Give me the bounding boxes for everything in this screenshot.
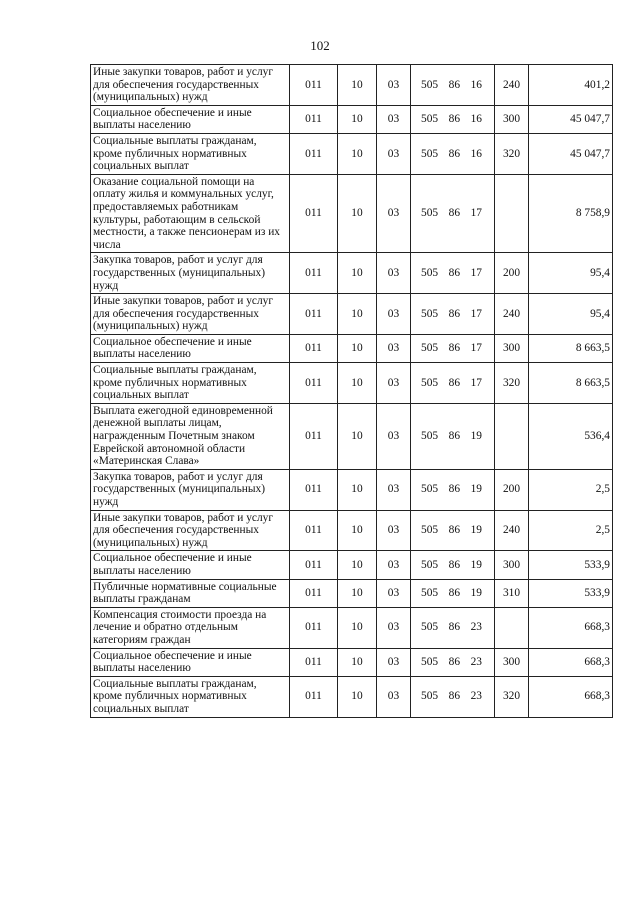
table-row [91, 648, 613, 676]
section-code: 10 [338, 174, 377, 253]
target-article-item: 19 [470, 524, 482, 537]
expense-type-code: 300 [495, 334, 529, 362]
expense-type-code: 240 [495, 65, 529, 106]
subsection-code: 03 [377, 363, 411, 404]
target-article-subprogram: 86 [448, 266, 461, 279]
amount-value: 45 047,7 [529, 105, 613, 133]
subsection-code: 03 [377, 65, 411, 106]
target-article-code [411, 403, 495, 469]
target-article-program: 505 [421, 430, 439, 443]
table-row [91, 469, 613, 510]
target-article-code [411, 253, 495, 294]
amount-value: 45 047,7 [529, 133, 613, 174]
section-code: 10 [338, 133, 377, 174]
target-article-program: 505 [421, 113, 439, 126]
target-article-code [411, 105, 495, 133]
subsection-code: 03 [377, 403, 411, 469]
subsection-code: 03 [377, 253, 411, 294]
ministry-code: 011 [290, 65, 338, 106]
ministry-code: 011 [290, 363, 338, 404]
row-description: Выплата ежегодной единовременной денежной выплаты лицам, награжденным Почетным знаком Еврейской автономной области «Материнская Слава» [91, 403, 290, 469]
target-article-subprogram: 86 [448, 376, 461, 389]
row-description: Социальное обеспечение и иные выплаты населению [91, 105, 290, 133]
target-article-code [411, 648, 495, 676]
row-description: Социальные выплаты гражданам, кроме публичных нормативных социальных выплат [91, 676, 290, 717]
amount-value: 536,4 [529, 403, 613, 469]
amount-value: 8 663,5 [529, 363, 613, 404]
amount-value: 95,4 [529, 253, 613, 294]
target-article-program: 505 [421, 376, 439, 389]
table-row [91, 133, 613, 174]
target-article-item: 23 [470, 690, 482, 703]
row-description: Закупка товаров, работ и услуг для государственных (муниципальных) нужд [91, 253, 290, 294]
row-description: Оказание социальной помощи на оплату жилья и коммунальных услуг, предоставляемых работникам культуры, работающим в сельской местности, а также пенсионерам из их числа [91, 174, 290, 253]
target-article-subprogram: 86 [448, 78, 461, 91]
expense-type-code: 320 [495, 676, 529, 717]
table-row [91, 253, 613, 294]
table-body [91, 65, 613, 718]
expense-type-code: 300 [495, 551, 529, 579]
amount-value: 8 758,9 [529, 174, 613, 253]
section-code: 10 [338, 334, 377, 362]
target-article-subprogram: 86 [448, 483, 461, 496]
ministry-code: 011 [290, 510, 338, 551]
subsection-code: 03 [377, 105, 411, 133]
target-article-item: 17 [470, 342, 482, 355]
ministry-code: 011 [290, 294, 338, 335]
target-article-program: 505 [421, 621, 439, 634]
subsection-code: 03 [377, 294, 411, 335]
ministry-code: 011 [290, 551, 338, 579]
ministry-code: 011 [290, 253, 338, 294]
row-description: Закупка товаров, работ и услуг для государственных (муниципальных) нужд [91, 469, 290, 510]
target-article-item: 17 [470, 376, 482, 389]
ministry-code: 011 [290, 133, 338, 174]
table-row [91, 403, 613, 469]
target-article-item: 19 [470, 430, 482, 443]
target-article-item: 19 [470, 586, 482, 599]
expense-type-code: 240 [495, 294, 529, 335]
ministry-code: 011 [290, 334, 338, 362]
target-article-subprogram: 86 [448, 342, 461, 355]
expense-type-code [495, 607, 529, 648]
expense-type-code: 300 [495, 648, 529, 676]
subsection-code: 03 [377, 607, 411, 648]
amount-value: 668,3 [529, 676, 613, 717]
target-article-item: 23 [470, 621, 482, 634]
ministry-code: 011 [290, 403, 338, 469]
target-article-program: 505 [421, 655, 439, 668]
page-number: 102 [310, 38, 330, 53]
target-article-code [411, 334, 495, 362]
section-code: 10 [338, 65, 377, 106]
target-article-program: 505 [421, 147, 439, 160]
amount-value: 401,2 [529, 65, 613, 106]
target-article-item: 16 [470, 78, 482, 91]
amount-value: 533,9 [529, 579, 613, 607]
target-article-subprogram: 86 [448, 586, 461, 599]
target-article-code [411, 133, 495, 174]
table-row [91, 676, 613, 717]
target-article-subprogram: 86 [448, 655, 461, 668]
expense-type-code: 310 [495, 579, 529, 607]
ministry-code: 011 [290, 174, 338, 253]
amount-value: 2,5 [529, 510, 613, 551]
row-description: Социальное обеспечение и иные выплаты населению [91, 334, 290, 362]
ministry-code: 011 [290, 105, 338, 133]
amount-value: 533,9 [529, 551, 613, 579]
section-code: 10 [338, 551, 377, 579]
target-article-code [411, 510, 495, 551]
table-row [91, 65, 613, 106]
table-row [91, 510, 613, 551]
row-description: Публичные нормативные социальные выплаты гражданам [91, 579, 290, 607]
expense-type-code [495, 174, 529, 253]
target-article-subprogram: 86 [448, 207, 461, 220]
target-article-program: 505 [421, 586, 439, 599]
target-article-subprogram: 86 [448, 524, 461, 537]
expense-type-code: 200 [495, 253, 529, 294]
target-article-item: 16 [470, 113, 482, 126]
expense-type-code: 300 [495, 105, 529, 133]
subsection-code: 03 [377, 648, 411, 676]
table-row [91, 105, 613, 133]
target-article-code [411, 551, 495, 579]
row-description: Иные закупки товаров, работ и услуг для обеспечения государственных (муниципальных) нужд [91, 510, 290, 551]
ministry-code: 011 [290, 607, 338, 648]
ministry-code: 011 [290, 648, 338, 676]
target-article-code [411, 676, 495, 717]
target-article-item: 23 [470, 655, 482, 668]
section-code: 10 [338, 105, 377, 133]
target-article-program: 505 [421, 207, 439, 220]
ministry-code: 011 [290, 676, 338, 717]
amount-value: 2,5 [529, 469, 613, 510]
amount-value: 95,4 [529, 294, 613, 335]
amount-value: 668,3 [529, 607, 613, 648]
target-article-code [411, 174, 495, 253]
target-article-code [411, 363, 495, 404]
target-article-subprogram: 86 [448, 690, 461, 703]
target-article-program: 505 [421, 307, 439, 320]
section-code: 10 [338, 676, 377, 717]
target-article-code [411, 469, 495, 510]
section-code: 10 [338, 253, 377, 294]
row-description: Социальные выплаты гражданам, кроме публичных нормативных социальных выплат [91, 133, 290, 174]
target-article-item: 19 [470, 558, 482, 571]
expense-type-code: 200 [495, 469, 529, 510]
ministry-code: 011 [290, 579, 338, 607]
section-code: 10 [338, 579, 377, 607]
subsection-code: 03 [377, 676, 411, 717]
target-article-program: 505 [421, 524, 439, 537]
section-code: 10 [338, 607, 377, 648]
target-article-subprogram: 86 [448, 558, 461, 571]
table-row [91, 334, 613, 362]
section-code: 10 [338, 469, 377, 510]
target-article-program: 505 [421, 690, 439, 703]
target-article-subprogram: 86 [448, 307, 461, 320]
target-article-program: 505 [421, 266, 439, 279]
target-article-code [411, 579, 495, 607]
table-row [91, 551, 613, 579]
section-code: 10 [338, 403, 377, 469]
section-code: 10 [338, 363, 377, 404]
subsection-code: 03 [377, 551, 411, 579]
target-article-subprogram: 86 [448, 621, 461, 634]
table-row [91, 607, 613, 648]
subsection-code: 03 [377, 174, 411, 253]
row-description: Компенсация стоимости проезда на лечение и обратно отдельным категориям граждан [91, 607, 290, 648]
expense-type-code: 320 [495, 133, 529, 174]
target-article-item: 17 [470, 307, 482, 320]
target-article-subprogram: 86 [448, 147, 461, 160]
target-article-code [411, 294, 495, 335]
table-row [91, 579, 613, 607]
target-article-code [411, 607, 495, 648]
target-article-program: 505 [421, 558, 439, 571]
section-code: 10 [338, 294, 377, 335]
expense-type-code: 320 [495, 363, 529, 404]
subsection-code: 03 [377, 334, 411, 362]
section-code: 10 [338, 510, 377, 551]
subsection-code: 03 [377, 133, 411, 174]
target-article-item: 17 [470, 207, 482, 220]
target-article-item: 17 [470, 266, 482, 279]
target-article-subprogram: 86 [448, 113, 461, 126]
expense-type-code [495, 403, 529, 469]
table-row [91, 363, 613, 404]
target-article-program: 505 [421, 342, 439, 355]
target-article-program: 505 [421, 78, 439, 91]
table-row [91, 294, 613, 335]
budget-table [90, 64, 613, 718]
target-article-program: 505 [421, 483, 439, 496]
expense-type-code: 240 [495, 510, 529, 551]
subsection-code: 03 [377, 579, 411, 607]
subsection-code: 03 [377, 510, 411, 551]
target-article-code [411, 65, 495, 106]
target-article-item: 16 [470, 147, 482, 160]
row-description: Социальное обеспечение и иные выплаты населению [91, 551, 290, 579]
row-description: Социальное обеспечение и иные выплаты населению [91, 648, 290, 676]
ministry-code: 011 [290, 469, 338, 510]
target-article-item: 19 [470, 483, 482, 496]
row-description: Иные закупки товаров, работ и услуг для обеспечения государственных (муниципальных) нужд [91, 294, 290, 335]
subsection-code: 03 [377, 469, 411, 510]
amount-value: 8 663,5 [529, 334, 613, 362]
table-row [91, 174, 613, 253]
target-article-subprogram: 86 [448, 430, 461, 443]
section-code: 10 [338, 648, 377, 676]
row-description: Иные закупки товаров, работ и услуг для обеспечения государственных (муниципальных) нужд [91, 65, 290, 106]
amount-value: 668,3 [529, 648, 613, 676]
row-description: Социальные выплаты гражданам, кроме публичных нормативных социальных выплат [91, 363, 290, 404]
